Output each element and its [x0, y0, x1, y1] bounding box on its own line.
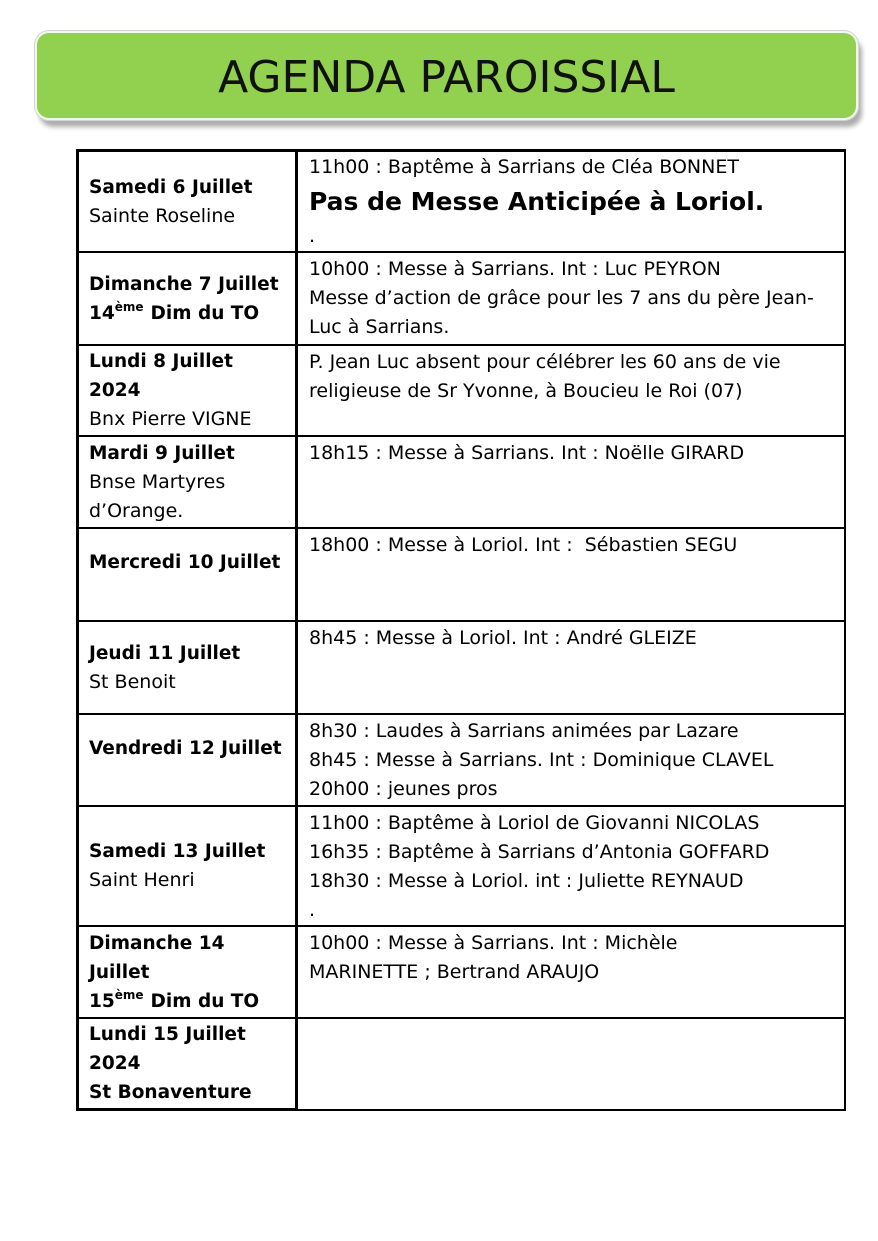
date-label: Lundi 15 Juillet [89, 1024, 246, 1045]
event-line: 18h00 : Messe à Loriol. Int : Sébastien SEGU [309, 534, 738, 556]
date-label: Mardi 9 Juillet [89, 442, 235, 464]
event-line: 11h00 : Baptême à Loriol de Giovanni NICOLAS [309, 812, 760, 834]
event-line: Messe d’action de grâce pour les 7 ans du père Jean- [309, 287, 814, 309]
date-label: Mercredi 10 Juillet [89, 552, 281, 573]
event-line: 10h00 : Messe à Sarrians. Int : Luc PEYRON [309, 258, 721, 280]
date-label: Juillet [89, 961, 150, 983]
date-cell [79, 1019, 298, 1111]
liturgical-sunday [89, 987, 295, 1016]
saint-of-day: St Benoit [89, 670, 176, 693]
date-cell [79, 715, 298, 807]
date-cell [79, 927, 298, 1019]
events-cell [298, 253, 846, 346]
saint-of-day: Saint Henri [89, 869, 195, 891]
saint-of-day: Bnx Pierre VIGNE [89, 408, 252, 430]
events-cell [298, 152, 846, 253]
events-cell [298, 1019, 846, 1111]
event-line: . [309, 225, 316, 247]
event-line: 18h15 : Messe à Sarrians. Int : Noëlle GIRARD [309, 442, 745, 464]
event-line: 20h00 : jeunes pros [309, 778, 498, 800]
event-line: . [309, 899, 316, 921]
events-cell [298, 622, 846, 715]
event-line: 18h30 : Messe à Loriol. int : Juliette REYNAUD [309, 870, 744, 892]
liturgical-week-label: Dim du TO [150, 990, 260, 1012]
event-line: P. Jean Luc absent pour célébrer les 60 ans de vie [309, 351, 781, 373]
event-line: Luc à Sarrians. [309, 316, 450, 338]
liturgical-sunday [89, 299, 295, 328]
date-label: Samedi 6 Juillet [89, 176, 253, 198]
liturgical-week-number: 14 [89, 302, 115, 324]
events-cell [298, 346, 846, 437]
event-line: 16h35 : Baptême à Sarrians d’Antonia GOFFARD [309, 841, 770, 863]
date-label: Lundi 8 Juillet [89, 351, 233, 372]
event-line: 8h45 : Messe à Loriol. Int : André GLEIZE [309, 627, 697, 649]
date-cell [79, 807, 298, 927]
liturgical-week-number: 15 [89, 990, 115, 1012]
date-label: Jeudi 11 Juillet [89, 642, 241, 664]
page-title: AGENDA PAROISSIAL [218, 51, 675, 103]
saint-of-day: d’Orange. [89, 499, 184, 522]
date-cell [79, 529, 298, 622]
saint-of-day: Bnse Martyres [89, 470, 226, 493]
events-cell [298, 529, 846, 622]
event-line: 8h30 : Laudes à Sarrians animées par Lazare [309, 720, 739, 742]
date-cell [79, 437, 298, 529]
event-line: MARINETTE ; Bertrand ARAUJO [309, 961, 600, 983]
notice-line: Pas de Messe Anticipée à Loriol. [309, 187, 765, 216]
liturgical-week-label: Dim du TO [150, 302, 260, 324]
date-label: Dimanche 14 [89, 932, 225, 954]
agenda-table [76, 149, 846, 1111]
saint-of-day: St Bonaventure [89, 1082, 252, 1103]
events-cell [298, 927, 846, 1019]
events-cell [298, 437, 846, 529]
event-line: 8h45 : Messe à Sarrians. Int : Dominique CLAVEL [309, 749, 774, 771]
date-cell [79, 622, 298, 715]
date-label: Samedi 13 Juillet [89, 841, 266, 862]
date-cell [79, 346, 298, 437]
date-year: 2024 [89, 1053, 141, 1074]
event-line: 10h00 : Messe à Sarrians. Int : Michèle [309, 932, 678, 954]
saint-of-day: Sainte Roseline [89, 204, 236, 227]
date-label: Vendredi 12 Juillet [89, 737, 282, 759]
title-banner [35, 31, 858, 120]
ordinal-suffix: ème [114, 987, 144, 1002]
date-label: Dimanche 7 Juillet [89, 273, 279, 295]
ordinal-suffix: ème [114, 299, 144, 314]
date-cell [79, 253, 298, 346]
event-line: religieuse de Sr Yvonne, à Boucieu le Roi (07) [309, 380, 743, 402]
date-year: 2024 [89, 380, 141, 401]
events-cell [298, 715, 846, 807]
date-cell [79, 152, 298, 253]
events-cell [298, 807, 846, 927]
event-line: 11h00 : Baptême à Sarrians de Cléa BONNET [309, 156, 739, 178]
